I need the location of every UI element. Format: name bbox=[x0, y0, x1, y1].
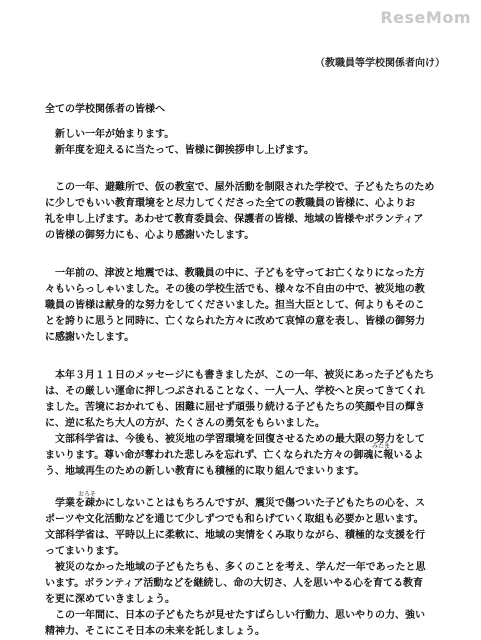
text-line: 文部科学省は、今後も、被災地の学習環境を回復させるための最大限の努力をして bbox=[55, 434, 425, 445]
text-line: 本年３月１１日のメッセージにも書きましたが、この一年、被災にあった子どもたち bbox=[55, 370, 435, 381]
ruby-oroso: おろそ bbox=[78, 491, 97, 498]
text-line: 学業を疎かにしないことはもちろんですが、震災で傷ついた子どもたちの心を、ス bbox=[55, 498, 425, 509]
text-line: 文部科学省は、平時以上に柔軟に、地域の実情をくみ取りながら、積極的な支援を行 bbox=[45, 530, 425, 541]
text-line: この一年間に、日本の子どもたちが見せたすばらしい行動力、思いやりの力、強い bbox=[55, 610, 425, 621]
text-line: ました。苦境におかれても、困難に屈せず頑張り続ける子どもたちの笑顔や目の輝き bbox=[45, 402, 425, 413]
paragraph-6 bbox=[45, 560, 440, 608]
text-line: 精神力、そこにこそ日本の未来を託しましょう。 bbox=[45, 626, 265, 637]
text-line: 被災のなかった地域の子どもたちも、多くのことを考え、学んだ一年であったと思 bbox=[55, 562, 426, 573]
text-line: 新年度を迎えるに当たって、皆様に御挨拶申し上げます。 bbox=[55, 145, 314, 156]
text-line: に、逆に私たち大人の方が、たくさんの勇気をもらいました。 bbox=[45, 418, 325, 429]
paragraph-4 bbox=[45, 432, 440, 480]
paragraph-2 bbox=[45, 266, 440, 346]
paragraph-5 bbox=[45, 496, 440, 560]
text-line: まいります。尊い命が奪われた悲しみを忘れず、亡くなられた方々の御魂に報いるよ bbox=[45, 450, 424, 461]
text-line: ってまいります。 bbox=[45, 546, 125, 557]
text-line: 一年前の、津波と地震では、教職員の中に、子どもを守ってお亡くなりになった方 bbox=[55, 268, 425, 279]
text-line: 々もいらっしゃいました。その後の学校生活でも、様々な不自由の中で、被災地の教 bbox=[45, 284, 425, 295]
resemom-logo: ReseMom bbox=[380, 8, 471, 27]
text-line: 職員の皆様は献身的な努力をしてくださいました。担当大臣として、何よりもそのこ bbox=[45, 300, 425, 311]
text-line: う、地域再生のための新しい教育にも積極的に取り組んでまいります。 bbox=[45, 466, 365, 477]
text-line: の皆様の御努力にも、心より感謝いたします。 bbox=[45, 230, 255, 241]
paragraph-3 bbox=[45, 368, 440, 432]
text-line: ポーツや文化活動などを通じて少しずつでも和らげていく取組も必要かと思います。 bbox=[45, 514, 424, 525]
text-line: います。ボランティア活動などを継続し、命の大切さ、人を思いやる心を育てる教育 bbox=[45, 578, 423, 589]
paragraph-1 bbox=[45, 180, 440, 244]
ruby-mitama: みたま bbox=[372, 443, 391, 450]
text-line: 新しい一年が始まります。 bbox=[55, 129, 175, 140]
text-line: に少しでもいい教育環境をと尽力してくださった全ての教職員の皆様に、心よりお bbox=[45, 198, 415, 209]
paragraph-7 bbox=[45, 608, 440, 640]
text-line: とを誇りに思うと同時に、亡くなられた方々に改めて哀悼の意を表し、皆様の御努力 bbox=[45, 316, 425, 327]
text-line: この一年、避難所で、仮の教室で、屋外活動を制限された学校で、子どもたちのため bbox=[55, 182, 435, 193]
audience-note: （教職員等学校関係者向け） bbox=[315, 58, 445, 69]
text-line: に感謝いたします。 bbox=[45, 332, 135, 343]
text-line: 礼を申し上げます。あわせて教育委員会、保護者の皆様、地域の皆様やボランティア bbox=[45, 214, 424, 225]
text-line: は、その厳しい運命に押しつぶされることなく、一人一人、学校へと戻ってきてくれ bbox=[45, 386, 425, 397]
intro-paragraph bbox=[45, 127, 440, 159]
greeting: 全ての学校関係者の皆様へ bbox=[45, 104, 165, 115]
text-line: を更に深めていきましょう。 bbox=[45, 594, 175, 605]
